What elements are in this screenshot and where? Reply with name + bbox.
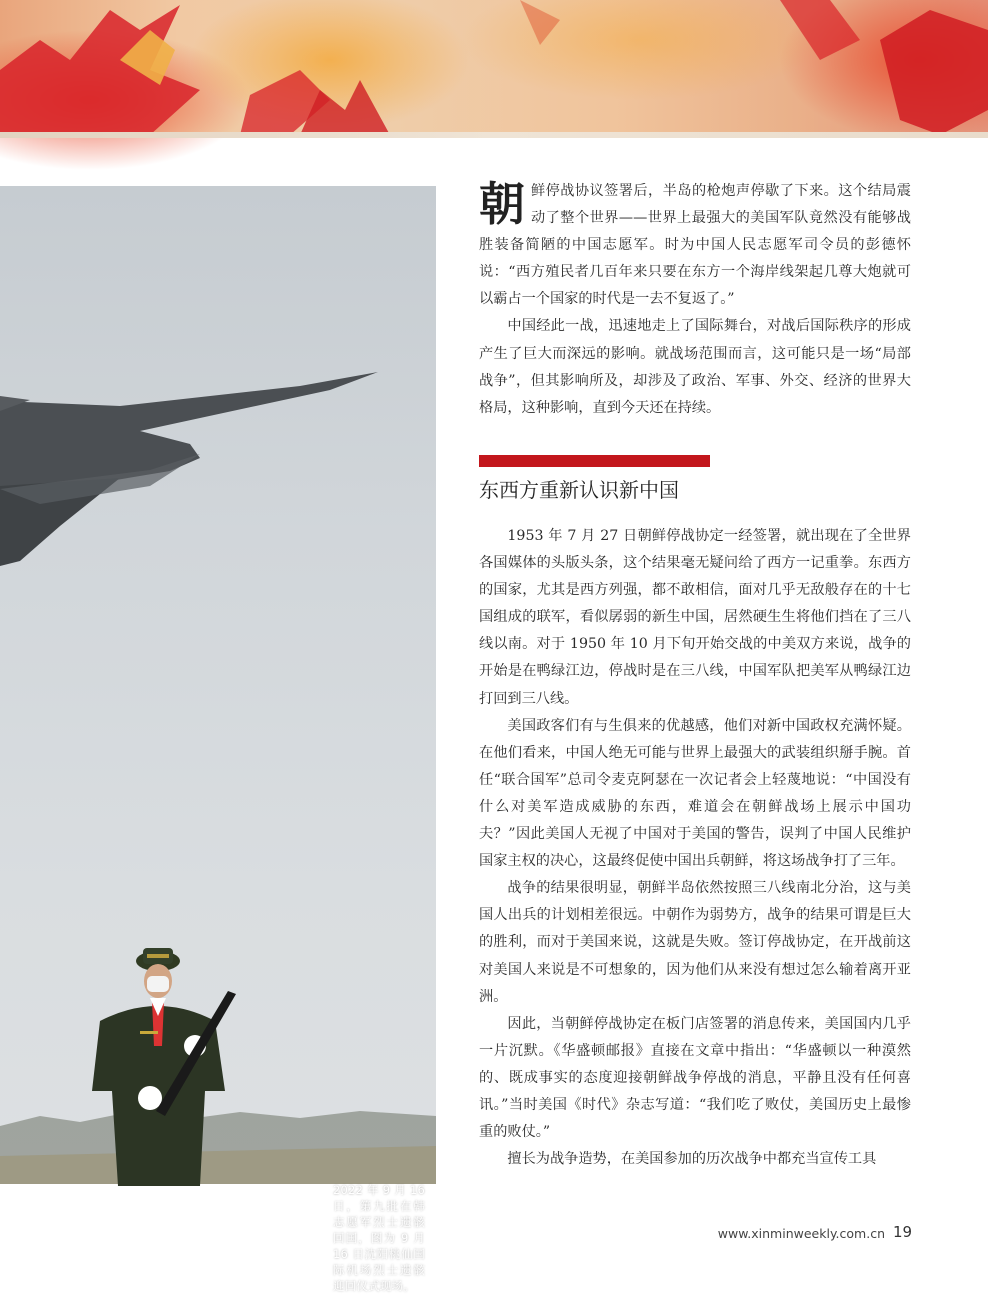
intro-text [479, 178, 911, 422]
footer-url: www.xinminweekly.com.cn [717, 1226, 885, 1241]
intro-paragraph-1-text: 鲜停战协议签署后，半岛的枪炮声停歇了下来。这个结局震动了整个世界——世界上最强大的美国军队竟然没有能够战胜装备简陋的中国志愿军。时为中国人民志愿军司令员的彭德怀说：“西方殖民者几百年来只要在东方一个海岸线架起几尊大炮就可以霸占一个国家的时代是一去不复返了。” [479, 183, 911, 308]
intro-paragraph-1 [479, 178, 911, 313]
banner-artwork [0, 0, 988, 138]
intro-paragraph-2: 中国经此一战，迅速地走上了国际舞台，对战后国际秩序的形成产生了巨大而深远的影响。就战场范围而言，这可能只是一场“局部战争”，但其影响所及，却涉及了政治、军事、外交、经济的世界大格局，这种影响，直到今天还在持续。 [479, 318, 911, 416]
drop-cap: 朝 [479, 177, 525, 231]
section-body [479, 523, 911, 1173]
body-paragraph: 美国政客们有与生俱来的优越感，他们对新中国政权充满怀疑。在他们看来，中国人绝无可能与世界上最强大的武装组织掰手腕。首任“联合国军”总司令麦克阿瑟在一次记者会上轻蔑地说：“中国没有什么对美军造成威胁的东西，难道会在朝鲜战场上展示中国功夫？”因此美国人无视了中国对于美国的警告，误判了中国人民维护国家主权的决心，这最终促使中国出兵朝鲜，将这场战争打了三年。 [479, 717, 911, 870]
photo-illustration [0, 186, 436, 1184]
body-paragraph: 因此，当朝鲜停战协定在板门店签署的消息传来，美国国内几乎一片沉默。《华盛顿邮报》直接在文章中指出：“华盛顿以一种漠然的、既成事实的态度迎接朝鲜战争停战的消息，平静且没有任何喜讯。”当时美国《时代》杂志写道：“我们吃了败仗，美国历史上最惨重的败仗。” [479, 1015, 911, 1141]
article-photo [0, 186, 436, 1293]
section-accent-bar [479, 455, 710, 467]
body-paragraph: 1953 年 7 月 27 日朝鲜停战协定一经签署，就出现在了全世界各国媒体的头版头条，这个结果毫无疑问给了西方一记重拳。东西方的国家，尤其是西方列强，都不敢相信，面对几乎无敌般存在的十七国组成的联军，看似孱弱的新生中国，居然硬生生将他们挡在了三八线以南。对于 1950 年 10 月下旬开始交战的中美双方来说，战争的开始是在鸭绿江边，停战时是在三八线，中国军队把美军从鸭绿江边打回到三八线。 [479, 528, 911, 707]
banner-edge [0, 132, 988, 138]
body-paragraph: 战争的结果很明显，朝鲜半岛依然按照三八线南北分治，这与美国人出兵的计划相差很远。中朝作为弱势方，战争的结果可谓是巨大的胜利，而对于美国来说，这就是失败。签订停战协定，在开战前这对美国人来说是不可想象的，因为他们从来没有想过怎么输着离开亚洲。 [479, 880, 911, 1005]
body-paragraph: 擅长为战争造势，在美国参加的历次战争中都充当宣传工具 [507, 1151, 877, 1168]
photo-caption: 2022 年 9 月 16 日，第九批在韩志愿军烈士遗骸回国，图为 9 月 16 日沈阳桃仙国际机场烈士遗骸迎回仪式现场。 [333, 1183, 425, 1293]
page-number: 19 [893, 1223, 913, 1241]
section-heading: 东西方重新认识新中国 [479, 478, 679, 502]
header-banner [0, 0, 988, 138]
